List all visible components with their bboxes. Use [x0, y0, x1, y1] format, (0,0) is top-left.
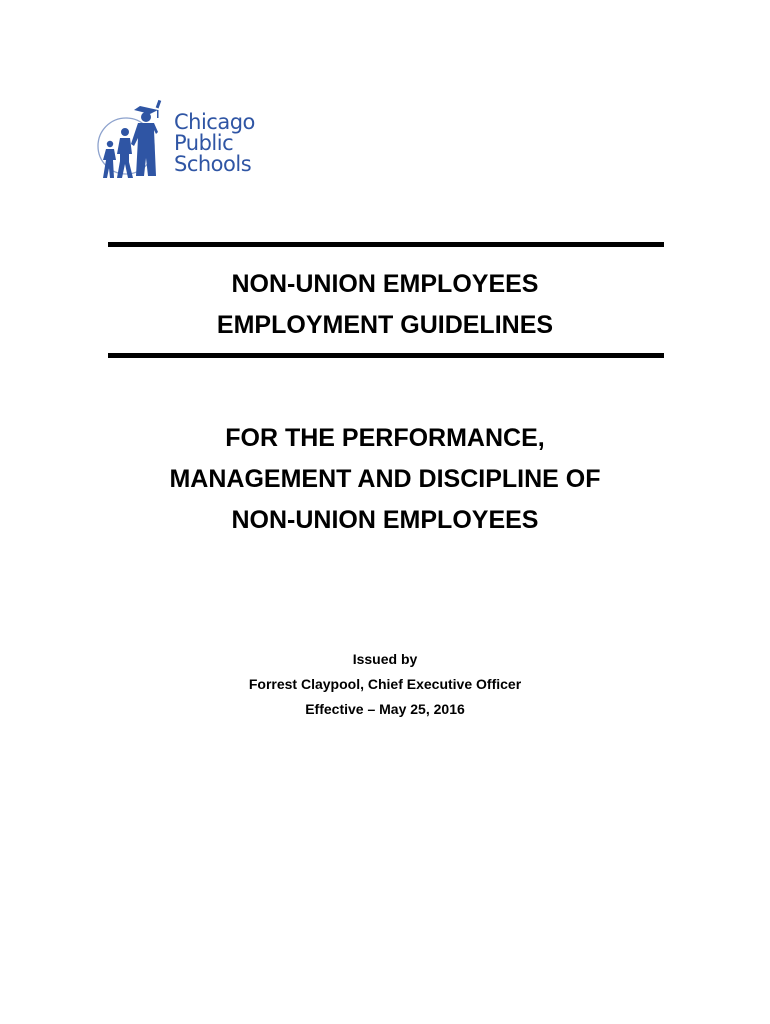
chicago-public-schools-logo: [96, 98, 276, 190]
bottom-divider: [108, 353, 664, 358]
logo-line-1: Chicago: [174, 110, 255, 134]
title-line-2: EMPLOYMENT GUIDELINES: [216, 311, 554, 339]
logo-wordmark: [174, 112, 255, 175]
document-title: [0, 264, 770, 346]
title-line-1: NON-UNION EMPLOYEES: [231, 270, 539, 298]
subtitle-line-1: FOR THE PERFORMANCE,: [225, 424, 545, 452]
issuer-name: Forrest Claypool, Chief Executive Officer: [248, 676, 522, 692]
subtitle-line-3: NON-UNION EMPLOYEES: [231, 506, 539, 534]
issued-label: Issued by: [352, 651, 418, 667]
document-subtitle: [0, 418, 770, 541]
subtitle-line-2: MANAGEMENT AND DISCIPLINE OF: [169, 465, 601, 493]
issued-block: [0, 647, 770, 722]
logo-line-3: Schools: [174, 152, 252, 176]
top-divider: [108, 242, 664, 247]
logo-line-2: Public: [174, 131, 234, 155]
logo-figures-icon: [96, 98, 176, 190]
effective-date: Effective – May 25, 2016: [305, 701, 465, 717]
